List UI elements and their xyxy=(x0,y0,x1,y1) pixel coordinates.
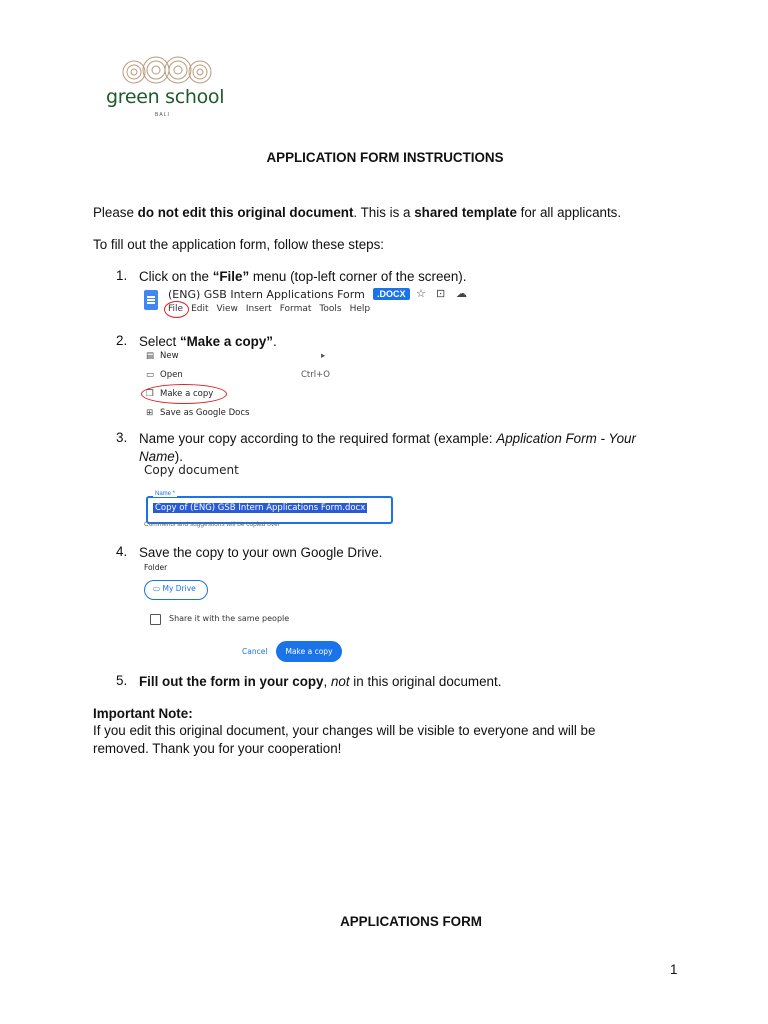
docs-menu-bar xyxy=(168,304,378,314)
copy-document-title: Copy document xyxy=(144,463,239,477)
new-doc-icon: ▤ xyxy=(146,351,155,361)
make-a-copy-button[interactable]: Make a copy xyxy=(276,641,342,662)
cloud-status-icon: ☁ xyxy=(456,288,467,300)
step-2-number: 2. xyxy=(116,333,128,348)
menu-item-make-a-copy[interactable]: ❐ Make a copy xyxy=(146,389,214,399)
save-as-icon: ⊞ xyxy=(146,408,154,418)
menu-item-open[interactable]: ▭ Open xyxy=(146,370,183,380)
doc-title: (ENG) GSB Intern Applications Form xyxy=(168,288,365,301)
submenu-arrow-icon: ▸ xyxy=(321,351,326,361)
menu-item-new[interactable]: ▤ New xyxy=(146,351,179,361)
step-1-number: 1. xyxy=(116,268,128,283)
docx-badge: .DOCX xyxy=(373,288,410,300)
step-3-text: Name your copy according to the required format (example: Application Form - Your Name). xyxy=(139,431,636,464)
folder-label: Folder xyxy=(144,563,168,572)
name-input-help: Comments and suggestions will be copied over xyxy=(144,521,280,528)
menu-format[interactable]: Format xyxy=(279,304,312,314)
logo-wordmark: green school xyxy=(106,86,225,108)
my-drive-label: ▭ My Drive xyxy=(153,584,196,593)
make-copy-highlight-circle xyxy=(141,384,227,404)
menu-edit[interactable]: Edit xyxy=(191,304,209,314)
step-4-number: 4. xyxy=(116,544,128,559)
star-icon: ☆ xyxy=(416,288,426,300)
name-input-value[interactable]: Copy of (ENG) GSB Intern Applications Form.docx xyxy=(155,503,366,513)
menu-help[interactable]: Help xyxy=(349,304,371,314)
open-shortcut: Ctrl+O xyxy=(301,370,330,380)
intro-paragraph-2: To fill out the application form, follow these steps: xyxy=(93,237,385,252)
copy-icon: ❐ xyxy=(146,389,154,399)
step-5-text: Fill out the form in your copy, not in this original document. xyxy=(139,674,502,689)
menu-tools[interactable]: Tools xyxy=(319,304,342,314)
step-2-text: Select “Make a copy”. xyxy=(139,334,277,349)
google-docs-icon xyxy=(144,290,158,310)
page-number: 1 xyxy=(670,962,678,977)
page-title: APPLICATION FORM INSTRUCTIONS xyxy=(266,150,504,165)
menu-item-save-as-google-docs[interactable]: ⊞ Save as Google Docs xyxy=(146,408,250,418)
important-note-heading: Important Note: xyxy=(93,706,193,721)
menu-insert[interactable]: Insert xyxy=(245,304,272,314)
step-4-text: Save the copy to your own Google Drive. xyxy=(139,545,383,560)
step-1-screenshot xyxy=(140,286,478,317)
menu-view[interactable]: View xyxy=(216,304,238,314)
step-3-number: 3. xyxy=(116,430,128,445)
folder-icon: ▭ xyxy=(146,370,155,380)
green-school-logo-icon xyxy=(104,55,229,89)
cancel-button[interactable]: Cancel xyxy=(242,647,268,656)
intro-paragraph-1: Please do not edit this original document. This is a shared template for all applicants. xyxy=(93,205,622,220)
move-folder-icon: ⊡ xyxy=(436,288,446,300)
applications-form-heading: APPLICATIONS FORM xyxy=(340,914,482,929)
share-checkbox-label: Share it with the same people xyxy=(169,614,290,623)
share-checkbox[interactable] xyxy=(150,614,161,625)
important-note-line-2: removed. Thank you for your cooperation! xyxy=(93,741,342,756)
step-1-text: Click on the “File” menu (top-left corner of the screen). xyxy=(139,269,467,284)
menu-file[interactable]: File xyxy=(168,304,184,314)
important-note-line-1: If you edit this original document, your changes will be visible to everyone and will be xyxy=(93,723,596,738)
logo-subtitle: BALI xyxy=(155,112,170,118)
name-input-label: Name * xyxy=(155,491,176,497)
step-5-number: 5. xyxy=(116,673,128,688)
file-highlight-circle xyxy=(164,301,189,318)
